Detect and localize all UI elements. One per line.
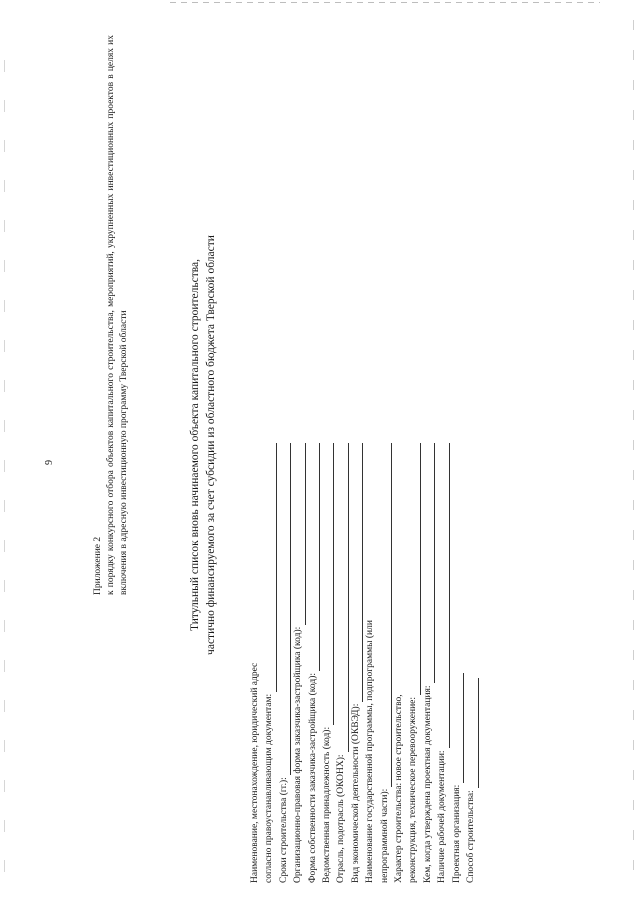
field-label: Кем, когда утверждена проектная документация:: [422, 685, 433, 883]
field-label-line-2: реконструкция, техническое перевооружение:: [408, 696, 419, 883]
fill-in-line[interactable]: [381, 443, 392, 787]
field-construction-method: [464, 443, 478, 883]
field-construction-period: [277, 443, 291, 883]
document-title-line-2: частично финансируемого за счет субсидии из областного бюджета Тверской области: [204, 235, 217, 655]
field-departmental-affiliation: [320, 443, 334, 883]
field-label: Форма собственности заказчика-застройщика (код):: [307, 672, 318, 883]
fill-in-line[interactable]: [468, 678, 479, 788]
fill-in-line[interactable]: [338, 443, 349, 752]
appendix-title: Приложение 2: [93, 536, 103, 595]
field-ownership-form: [306, 443, 320, 883]
fill-in-line[interactable]: [424, 443, 435, 683]
field-construction-type: [392, 443, 421, 883]
field-industry: [334, 443, 348, 883]
field-label-line-1: Наименование государственной программы, подпрограммы (или: [365, 620, 376, 883]
field-design-organization: [450, 443, 464, 883]
field-label: Проектная организация:: [451, 784, 462, 883]
field-label: Сроки строительства (гг.):: [278, 777, 289, 883]
fill-in-line[interactable]: [453, 673, 464, 783]
field-label: Вид экономической деятельности (ОКВЭД):: [350, 703, 361, 883]
field-label: Наличие рабочей документации:: [437, 750, 448, 883]
fill-in-line[interactable]: [295, 443, 306, 625]
field-label-line-1: Характер строительства: новое строительство,: [394, 694, 405, 883]
field-label: Ведомственная принадлежность (код):: [322, 726, 333, 883]
document-title: [188, 135, 219, 755]
fill-in-line[interactable]: [352, 443, 363, 702]
field-label: Способ строительства:: [466, 790, 477, 883]
field-label: Отрасль, подотрасль (ОКОНХ):: [336, 754, 347, 883]
field-state-program: [363, 443, 392, 883]
document-title-line-1: Титульный список вновь начинаемого объекта капитального строительства,: [189, 258, 201, 632]
field-name-location: [248, 443, 277, 883]
fill-in-line[interactable]: [410, 443, 421, 695]
field-label: Организационно-правовая форма заказчика-застройщика (код):: [293, 626, 304, 883]
fields-list: [248, 443, 479, 883]
field-economic-activity: [349, 443, 363, 883]
field-label-line-2: непрограммной части):: [379, 788, 390, 883]
appendix-text: к порядку конкурсного отбора объектов капитального строительства, мероприятий, укрупненных инвестиционных проектов в целях их включения в адресную инвестиционную программу Тверской области: [106, 35, 129, 595]
field-project-approval: [421, 443, 435, 883]
fill-in-line[interactable]: [309, 443, 320, 671]
field-label-line-1: Наименование, местонахождение, юридический адрес: [250, 662, 260, 883]
fill-in-line[interactable]: [439, 443, 450, 748]
fill-in-line[interactable]: [323, 443, 334, 725]
field-label-line-2: согласно правоустанавливающим документам:: [264, 693, 275, 883]
fill-in-line[interactable]: [266, 443, 277, 692]
field-working-documentation: [435, 443, 449, 883]
fill-in-line[interactable]: [280, 443, 291, 775]
page-number: 9: [44, 460, 55, 465]
field-legal-form: [291, 443, 305, 883]
appendix-block: [92, 35, 131, 595]
